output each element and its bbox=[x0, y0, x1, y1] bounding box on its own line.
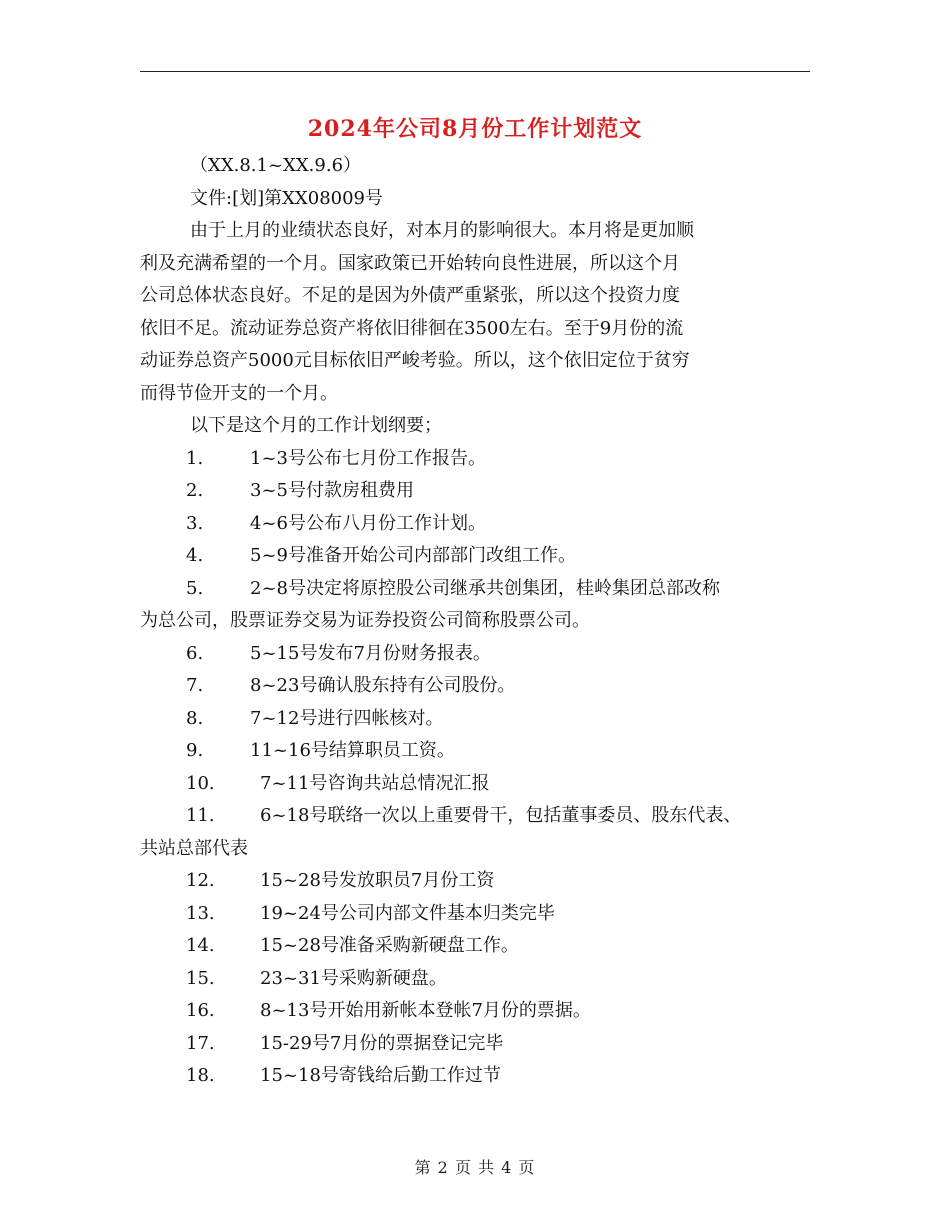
plan-item bbox=[140, 963, 820, 996]
plan-item-text: 8~23号确认股东持有公司股份。 bbox=[250, 675, 516, 696]
plan-item-text: 19~24号公司内部文件基本归类完毕 bbox=[260, 902, 555, 924]
plan-item-continuation: 为总公司，股票证券交易为证券投资公司简称股票公司。 bbox=[140, 610, 590, 631]
plan-item-number: 17. bbox=[186, 1032, 215, 1054]
plan-item-number: 10. bbox=[186, 772, 215, 794]
plan-item-text: 11~16号结算职员工资。 bbox=[250, 740, 455, 761]
intro-line: 利及充满希望的一个月。国家政策已开始转向良性进展，所以这个月 bbox=[140, 252, 680, 274]
plan-item-text: 8~13号开始用新帐本登帐7月份的票据。 bbox=[260, 1000, 591, 1021]
plan-item-number: 13. bbox=[186, 902, 215, 924]
plan-item bbox=[140, 735, 820, 768]
file-number: 文件:[划]第XX08009号 bbox=[190, 187, 383, 209]
plan-item bbox=[140, 443, 820, 476]
outline-intro: 以下是这个月的工作计划纲要； bbox=[190, 415, 442, 436]
document-title: 2024年公司8月份工作计划范文 bbox=[307, 116, 643, 142]
plan-item-text: 23~31号采购新硬盘。 bbox=[260, 967, 447, 989]
plan-item-number: 5. bbox=[186, 577, 204, 599]
plan-item-text: 5~15号发布7月份财务报表。 bbox=[250, 642, 491, 664]
plan-item-number: 8. bbox=[186, 707, 204, 729]
plan-item-text: 1~3号公布七月份工作报告。 bbox=[250, 447, 486, 469]
intro-line: 由于上月的业绩状态良好，对本月的影响很大。本月将是更加顺 bbox=[190, 220, 694, 241]
intro-line: 而得节俭开支的一个月。 bbox=[140, 382, 338, 404]
plan-item bbox=[140, 573, 820, 606]
header-rule bbox=[140, 71, 810, 72]
intro-line: 动证券总资产5000元目标依旧严峻考验。所以，这个依旧定位于贫穷 bbox=[140, 350, 690, 371]
plan-item bbox=[140, 930, 820, 963]
plan-item bbox=[140, 898, 820, 931]
plan-item-continuation: 共站总部代表 bbox=[140, 837, 248, 859]
plan-item bbox=[140, 540, 820, 573]
page-footer: 第 2 页 共 4 页 bbox=[414, 1158, 536, 1177]
date-range: （XX.8.1~XX.9.6） bbox=[190, 155, 362, 176]
plan-item-text: 4~6号公布八月份工作计划。 bbox=[250, 512, 486, 534]
plan-item bbox=[140, 670, 820, 703]
plan-item bbox=[140, 865, 820, 898]
document-body bbox=[140, 150, 820, 1093]
plan-item-number: 18. bbox=[186, 1065, 215, 1086]
plan-item-number: 4. bbox=[186, 545, 204, 566]
plan-item bbox=[140, 995, 820, 1028]
plan-item-number: 16. bbox=[186, 1000, 215, 1021]
plan-item-text: 7~12号进行四帐核对。 bbox=[250, 707, 444, 729]
plan-item-number: 6. bbox=[186, 642, 204, 664]
plan-item-text: 6~18号联络一次以上重要骨干，包括董事委员、股东代表、 bbox=[260, 805, 742, 826]
intro-line: 公司总体状态良好。不足的是因为外债严重紧张，所以这个投资力度 bbox=[140, 285, 680, 306]
plan-item-number: 11. bbox=[186, 805, 215, 826]
plan-item bbox=[140, 508, 820, 541]
plan-item bbox=[140, 800, 820, 833]
plan-items-list bbox=[140, 443, 820, 1093]
plan-item-text: 5~9号准备开始公司内部部门改组工作。 bbox=[250, 545, 576, 566]
plan-item-text: 15~28号发放职员7月份工资 bbox=[260, 870, 495, 891]
plan-item-number: 7. bbox=[186, 675, 204, 696]
plan-item-number: 2. bbox=[186, 480, 204, 501]
plan-item-number: 3. bbox=[186, 512, 204, 534]
plan-item-text: 15~18号寄钱给后勤工作过节 bbox=[260, 1065, 501, 1086]
plan-item-text: 7~11号咨询共站总情况汇报 bbox=[260, 772, 490, 794]
plan-item bbox=[140, 1060, 820, 1093]
plan-item bbox=[140, 768, 820, 801]
plan-item-text: 15-29号7月份的票据登记完毕 bbox=[260, 1032, 504, 1054]
plan-item-number: 1. bbox=[186, 447, 204, 469]
plan-item bbox=[140, 475, 820, 508]
plan-item-text: 3~5号付款房租费用 bbox=[250, 480, 414, 501]
plan-item bbox=[140, 703, 820, 736]
plan-item-number: 9. bbox=[186, 740, 204, 761]
plan-item bbox=[140, 1028, 820, 1061]
intro-line: 依旧不足。流动证券总资产将依旧徘徊在3500左右。至于9月份的流 bbox=[140, 317, 684, 339]
plan-item-text: 15~28号准备采购新硬盘工作。 bbox=[260, 935, 519, 956]
plan-item-text: 2~8号决定将原控股公司继承共创集团，桂岭集团总部改称 bbox=[250, 577, 720, 599]
plan-item bbox=[140, 638, 820, 671]
plan-item-number: 15. bbox=[186, 967, 215, 989]
plan-item-number: 14. bbox=[186, 935, 215, 956]
plan-item-number: 12. bbox=[186, 870, 215, 891]
